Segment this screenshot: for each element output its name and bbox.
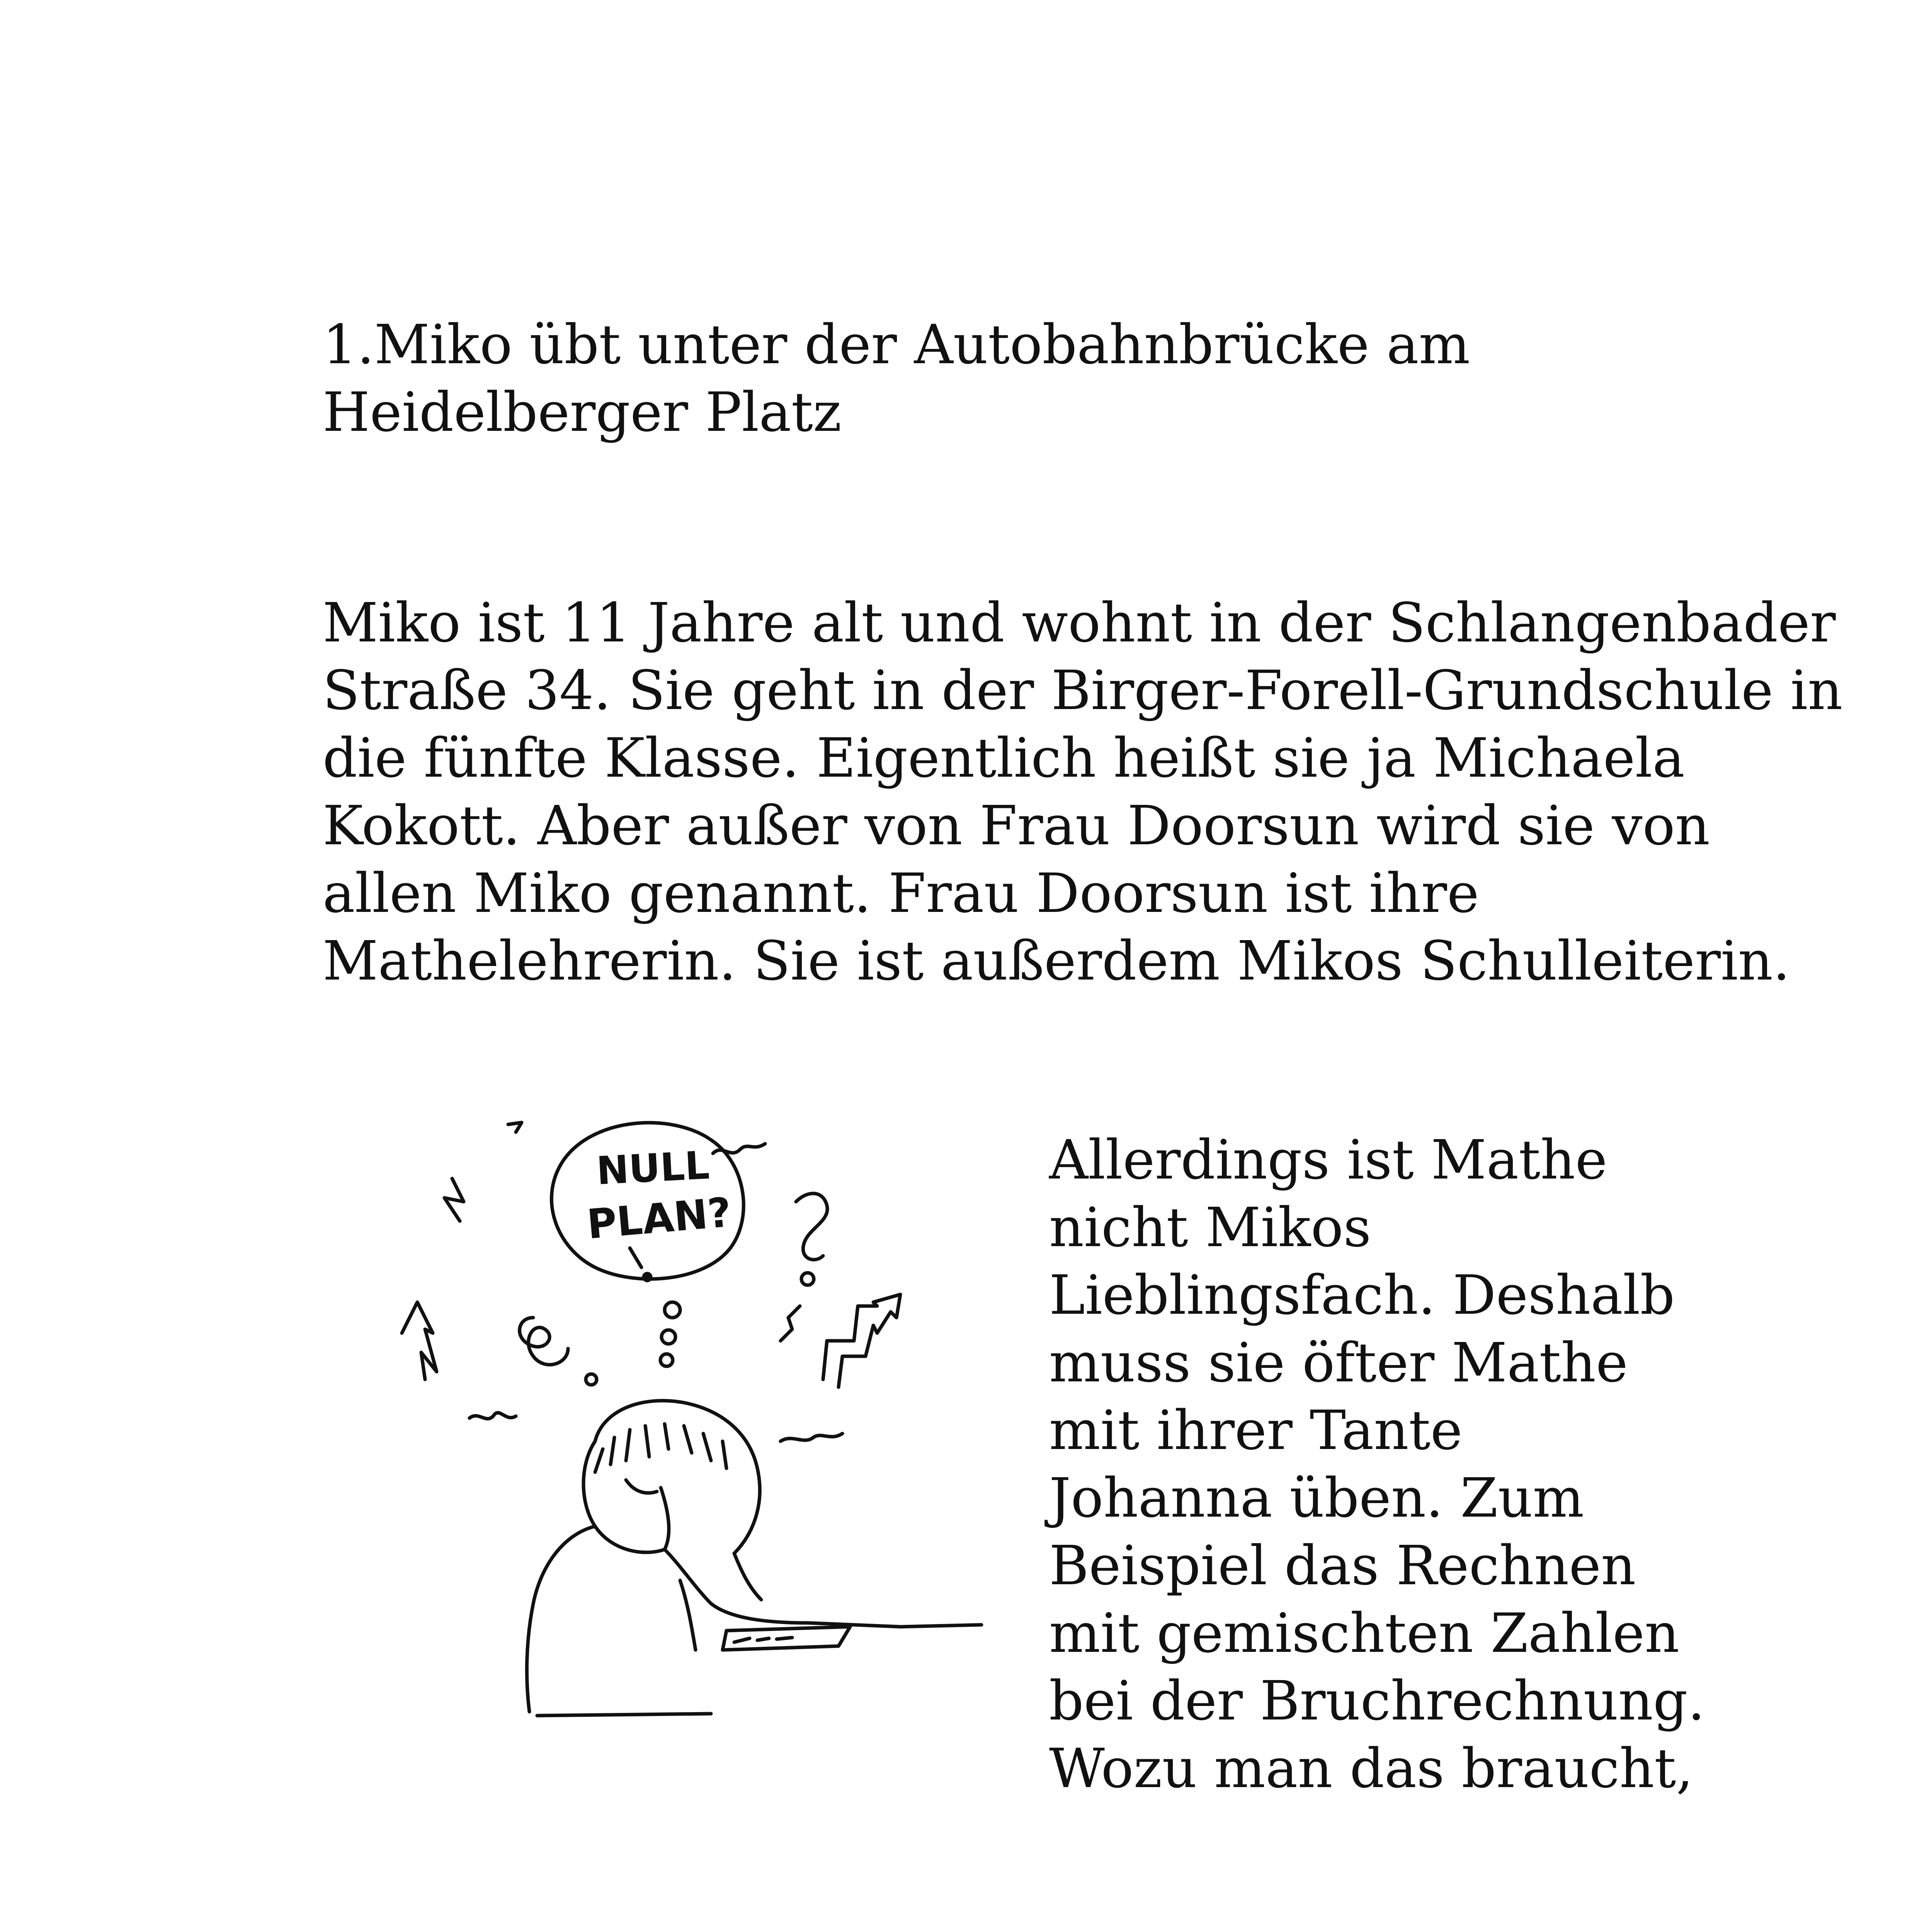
paragraph-line: Johanna üben. Zum xyxy=(1049,1467,1584,1530)
wrapped-paragraph xyxy=(1049,1126,1705,1803)
girl-figure xyxy=(527,1401,981,1716)
paragraph-line: Miko ist 11 Jahre alt und wohnt in der Schlangenbader xyxy=(323,592,1836,655)
intro-paragraph xyxy=(323,589,1843,995)
paragraph-line: Straße 34. Sie geht in der Birger-Forell-Grundschule in xyxy=(323,659,1843,722)
paragraph-line: allen Miko genannt. Frau Doorsun ist ihre xyxy=(323,862,1479,925)
paragraph-line: Kokott. Aber außer von Frau Doorsun wird sie von xyxy=(323,794,1710,857)
paragraph-line: Allerdings ist Mathe xyxy=(1049,1129,1607,1192)
thought-bubble xyxy=(551,1123,743,1366)
paragraph-line: muss sie öfter Mathe xyxy=(1049,1332,1628,1395)
paragraph-line: die fünfte Klasse. Eigentlich heißt sie ja Michaela xyxy=(323,727,1685,790)
paragraph-line: bei der Bruchrechnung. xyxy=(1049,1670,1705,1733)
chapter-title: 1.Miko übt unter der Autobahnbrücke am Heidelberger Platz xyxy=(323,313,1470,444)
confused-girl-illustration xyxy=(363,1101,1055,1797)
paragraph-line: nicht Mikos xyxy=(1049,1196,1371,1259)
bubble-text-null: NULL xyxy=(595,1142,711,1194)
paragraph-line: Beispiel das Rechnen xyxy=(1049,1534,1636,1597)
paragraph-line: mit ihrer Tante xyxy=(1049,1399,1463,1462)
bubble-text-plan: PLAN? xyxy=(585,1189,733,1248)
paragraph-line: Lieblingsfach. Deshalb xyxy=(1049,1264,1675,1327)
paragraph-line: Wozu man das braucht, xyxy=(1049,1737,1693,1800)
paragraph-line: Mathelehrerin. Sie ist außerdem Mikos Schulleiterin. xyxy=(323,930,1790,993)
paragraph-line: mit gemischten Zahlen xyxy=(1049,1602,1680,1665)
